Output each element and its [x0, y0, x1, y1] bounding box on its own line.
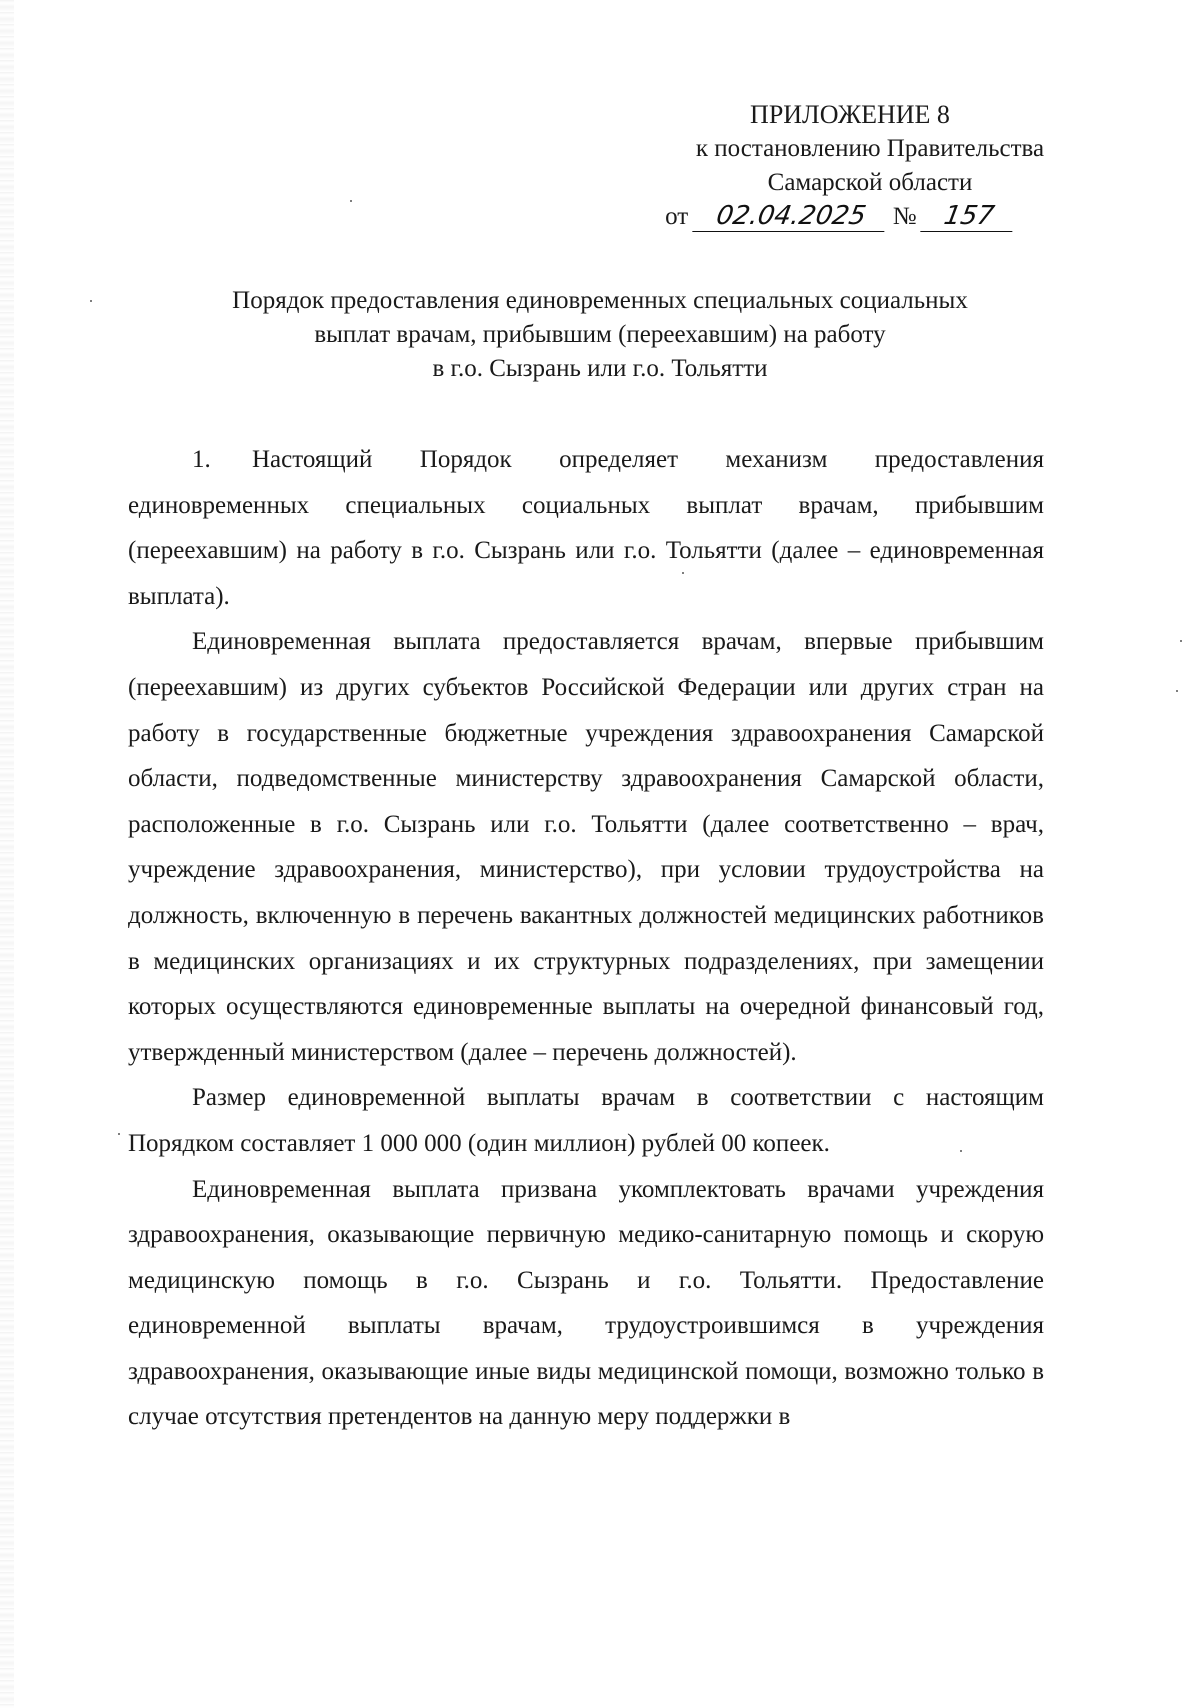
paragraph-1-text: Настоящий Порядок определяет механизм предоставления единовременных специальных социальных выплат врачам, прибывшим (переехавшим) на работу в г.о. Сызрань или г.о. Тольятти (далее – единовременная выплата).	[128, 446, 1044, 610]
appendix-line-2: Самарской области	[767, 169, 973, 196]
paragraph-2: Единовременная выплата предоставляется врачам, впервые прибывшим (переехавшим) из других субъектов Российской Федерации или других стран на работу в государственные бюджетные учреждения здравоохранения Самарской области, подведомственные министерству здравоохранения Самарской области, расположенные в г.о. Сызрань или г.о. Тольятти (далее соответственно – врач, учреждение здравоохранения, министерство), при условии трудоустройства на должность, включенную в перечень вакантных должностей медицинских работников в медицинских организациях и их структурных подразделениях, при замещении которых осуществляются единовременные выплаты на очередной финансовый год, утвержденный министерством (далее – перечень должностей).	[128, 628, 1044, 1066]
scan-speck	[90, 300, 92, 302]
appendix-header	[620, 98, 1120, 234]
handwritten-number: 157	[920, 201, 1017, 232]
appendix-date-number-line	[560, 200, 1120, 234]
appendix-line-1: к постановлению Правительства	[695, 135, 1045, 162]
date-prefix: от	[665, 203, 689, 230]
appendix-title: ПРИЛОЖЕНИЕ 8	[750, 100, 950, 129]
scan-edge-noise	[0, 0, 14, 1708]
document-title-line-2: выплат врачам, прибывшим (переехавшим) на работу	[314, 321, 886, 348]
paragraph-4: Единовременная выплата призвана укомплектовать врачами учреждения здравоохранения, оказывающие первичную медико-санитарную помощь и скорую медицинскую помощь в г.о. Сызрань и г.о. Тольятти. Предоставление единовременной выплаты врачам, трудоустроившимся в учреждения здравоохранения, оказывающие иные виды медицинской помощи, возможно только в случае отсутствия претендентов на данную меру поддержки в	[128, 1175, 1044, 1431]
paragraph-1	[128, 437, 1044, 619]
number-prefix: №	[892, 203, 917, 230]
document-title-line-1: Порядок предоставления единовременных специальных социальных	[232, 287, 968, 314]
document-title-line-3: в г.о. Сызрань или г.о. Тольятти	[432, 355, 768, 382]
document-body	[128, 437, 1044, 1440]
scan-speck	[350, 200, 352, 202]
paragraph-3: Размер единовременной выплаты врачам в соответствии с настоящим Порядком составляет 1 000 000 (один миллион) рублей 00 копеек.	[128, 1084, 1044, 1157]
paragraph-1-number: 1.	[192, 446, 211, 473]
document-title	[150, 284, 1050, 386]
scan-speck	[1176, 690, 1178, 692]
scan-speck	[118, 1133, 120, 1135]
scan-speck	[1180, 640, 1182, 642]
handwritten-date: 02.04.2025	[692, 201, 889, 232]
